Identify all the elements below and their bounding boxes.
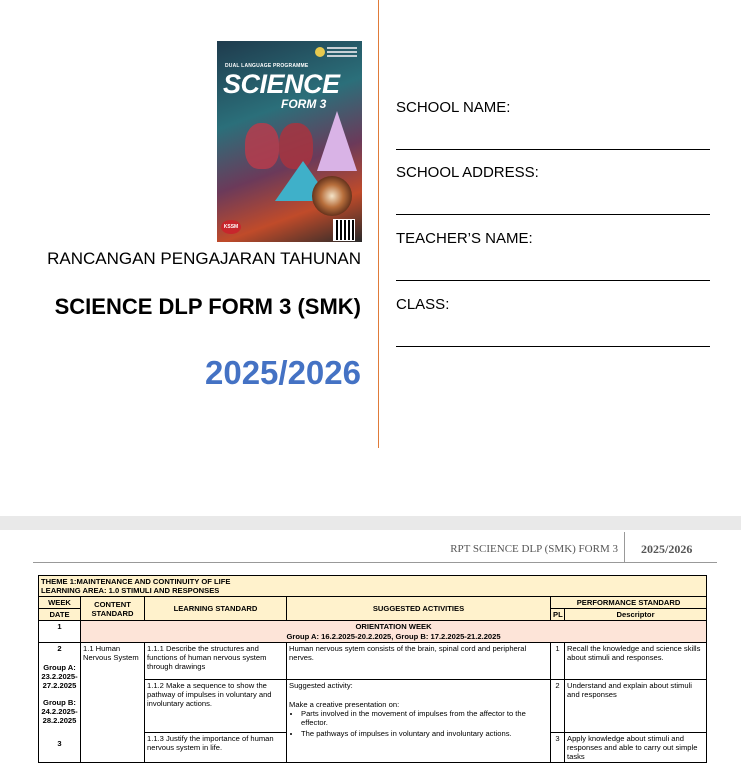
cover-title: SCIENCE xyxy=(223,69,340,99)
activity-label: Suggested activity: xyxy=(289,680,353,690)
activity-intro: Human nervous sytem consists of the brain, spinal cord and peripheral nerves. xyxy=(287,642,551,679)
pl-desc-2: Understand and explain about stimuli and responses xyxy=(565,679,707,732)
shell-graphic xyxy=(312,176,352,216)
date-header: DATE xyxy=(39,609,81,621)
class-label: CLASS: xyxy=(396,296,450,313)
cover-banner: DUAL LANGUAGE PROGRAMME xyxy=(225,63,309,69)
school-address-label: SCHOOL ADDRESS: xyxy=(396,164,539,181)
content-standard-header: CONTENT STANDARD xyxy=(81,597,145,621)
theme-cell xyxy=(39,576,707,597)
kssm-badge: KSSM xyxy=(221,220,241,234)
group-b-label: Group B: xyxy=(43,698,76,708)
orientation-cell xyxy=(81,621,707,642)
activity-cell xyxy=(287,679,551,762)
activity-bullets xyxy=(289,709,548,738)
school-address-line xyxy=(396,214,710,215)
teacher-name-label: TEACHER’S NAME: xyxy=(396,230,533,247)
theme-row xyxy=(39,576,707,597)
pl-desc-3: Apply knowledge about stimuli and responses and able to carry out simple tasks xyxy=(565,732,707,762)
lung-left-graphic xyxy=(245,123,279,169)
learning-standard-2: 1.1.2 Make a sequence to show the pathway of impulses in voluntary and involuntary actions. xyxy=(145,679,287,732)
week2-number: 2 xyxy=(57,643,62,653)
group-a-dates: 23.2.2025- 27.2.2025 xyxy=(41,671,78,690)
school-name-label: SCHOOL NAME: xyxy=(396,99,511,116)
page-gap xyxy=(0,516,741,530)
ministry-logo xyxy=(327,47,357,59)
theme-text: THEME 1:MAINTENANCE AND CONTINUITY OF LIFE xyxy=(41,577,231,586)
textbook-cover-image xyxy=(217,41,362,242)
orientation-row xyxy=(39,621,707,642)
pl-desc-1: Recall the knowledge and science skills about stimuli and responses. xyxy=(565,642,707,679)
pl-level-1: 1 xyxy=(551,642,565,679)
pl-level-3: 3 xyxy=(551,732,565,762)
activity-bullet-1: • Parts involved in the movement of impulses from the affector to the effector. xyxy=(301,709,548,727)
week2-row xyxy=(39,642,707,679)
learning-standard-header: LEARNING STANDARD xyxy=(145,597,287,621)
group-b-dates: 24.2.2025- 28.2.2025 xyxy=(41,707,78,726)
crest-icon xyxy=(315,47,325,57)
cover-subtitle: FORM 3 xyxy=(281,97,327,111)
page-header-year: 2025/2026 xyxy=(641,542,693,556)
header-rule xyxy=(33,562,717,563)
header-separator xyxy=(624,532,625,562)
year-title: 2025/2026 xyxy=(205,354,361,391)
orientation-title: ORIENTATION WEEK xyxy=(355,622,432,632)
qr-code-icon xyxy=(333,219,355,241)
class-line xyxy=(396,346,710,347)
vertical-divider xyxy=(378,0,379,448)
subject-title: SCIENCE DLP FORM 3 (SMK) xyxy=(54,294,361,319)
performance-standard-header: PERFORMANCE STANDARD xyxy=(551,597,707,609)
school-name-line xyxy=(396,149,710,150)
descriptor-header: Descriptor xyxy=(565,609,707,621)
teacher-name-line xyxy=(396,280,710,281)
activity-bullet-2: • The pathways of impulses in voluntary and involuntary actions. xyxy=(301,729,548,738)
page-header-text: RPT SCIENCE DLP (SMK) FORM 3 xyxy=(450,543,618,555)
week3-number: 3 xyxy=(57,739,62,749)
week-header: WEEK xyxy=(39,597,81,609)
learning-standard-3: 1.1.3 Justify the importance of human nervous system in life. xyxy=(145,732,287,762)
activity-task: Make a creative presentation on: xyxy=(289,699,400,709)
group-a-label: Group A: xyxy=(43,662,76,672)
learning-area-text: LEARNING AREA: 1.0 STIMULI AND RESPONSES xyxy=(41,586,220,596)
pl-level-2: 2 xyxy=(551,679,565,732)
orientation-dates: Group A: 16.2.2025-20.2.2025, Group B: 17.2.2025-21.2.2025 xyxy=(286,631,501,641)
rpt-title: RANCANGAN PENGAJARAN TAHUNAN xyxy=(47,249,361,268)
content-standard-cell: 1.1 Human Nervous System xyxy=(81,642,145,762)
suggested-activities-header: SUGGESTED ACTIVITIES xyxy=(287,597,551,621)
pl-header: PL xyxy=(551,609,565,621)
learning-standard-1: 1.1.1 Describe the structures and functions of human nervous system through drawings xyxy=(145,642,287,679)
orientation-week: 1 xyxy=(39,621,81,642)
header-row xyxy=(39,597,707,609)
week2-date-cell xyxy=(39,642,81,762)
rpt-table xyxy=(38,575,706,763)
